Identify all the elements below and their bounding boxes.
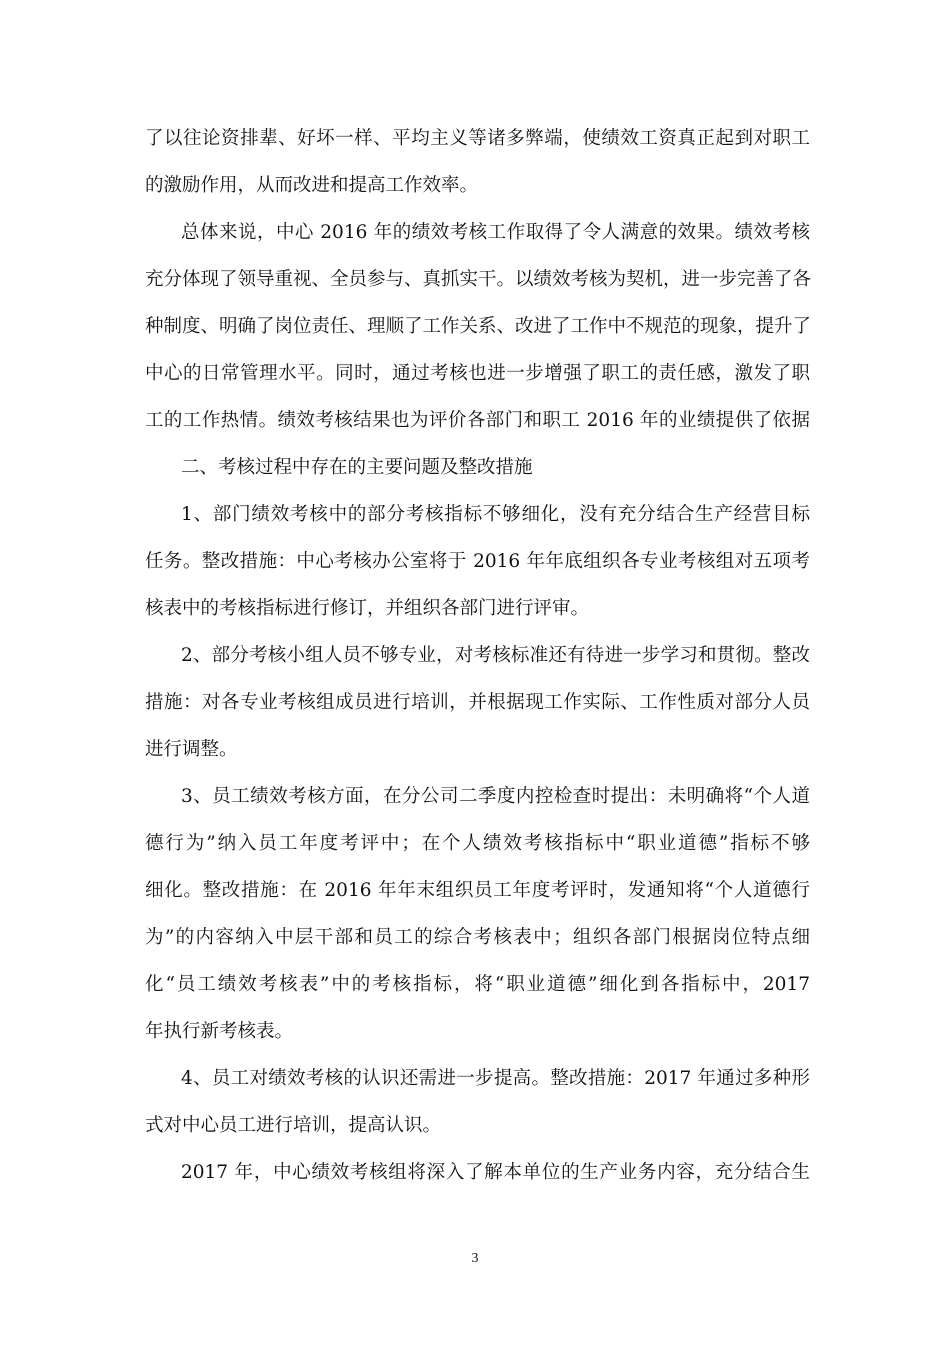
page-number: 3 xyxy=(471,1251,479,1266)
text-line: 3、员工绩效考核方面，在分公司二季度内控检查时提出：未明确将“个人道 xyxy=(181,786,810,807)
text-line: 充分体现了领导重视、全员参与、真抓实干。以绩效考核为契机，进一步完善了各 xyxy=(145,269,812,290)
text-line: 的激励作用，从而改进和提高工作效率。 xyxy=(145,175,479,196)
text-line: 德行为”纳入员工年度考评中；在个人绩效考核指标中“职业道德”指标不够 xyxy=(145,833,810,854)
text-line: 1、部门绩效考核中的部分考核指标不够细化，没有充分结合生产经营目标 xyxy=(181,504,810,525)
text-line: 2、部分考核小组人员不够专业，对考核标准还有待进一步学习和贯彻。整改 xyxy=(181,645,810,666)
text-line: 任务。整改措施：中心考核办公室将于 2016 年年底组织各专业考核组对五项考 xyxy=(145,551,810,572)
text-line: 措施：对各专业考核组成员进行培训，并根据现工作实际、工作性质对部分人员 xyxy=(145,692,810,713)
text-line: 中心的日常管理水平。同时，通过考核也进一步增强了职工的责任感，激发了职 xyxy=(145,363,810,384)
text-line: 总体来说，中心 2016 年的绩效考核工作取得了令人满意的效果。绩效考核 xyxy=(181,222,810,243)
text-line: 细化。整改措施：在 2016 年年末组织员工年度考评时，发通知将“个人道德行 xyxy=(145,880,810,901)
text-line: 为”的内容纳入中层干部和员工的综合考核表中；组织各部门根据岗位特点细 xyxy=(145,927,810,948)
text-line: 式对中心员工进行培训，提高认识。 xyxy=(145,1115,442,1136)
text-line: 工的工作热情。绩效考核结果也为评价各部门和职工 2016 年的业绩提供了依据 xyxy=(145,410,810,431)
text-line: 种制度、明确了岗位责任、理顺了工作关系、改进了工作中不规范的现象，提升了 xyxy=(145,316,812,337)
text-line: 2017 年，中心绩效考核组将深入了解本单位的生产业务内容，充分结合生 xyxy=(181,1162,810,1183)
section-heading: 二、考核过程中存在的主要问题及整改措施 xyxy=(181,457,533,478)
text-line: 了以往论资排辈、好坏一样、平均主义等诸多弊端，使绩效工资真正起到对职工 xyxy=(145,128,810,149)
text-line: 化“员工绩效考核表”中的考核指标，将“职业道德”细化到各指标中，2017 xyxy=(145,974,810,995)
text-line: 进行调整。 xyxy=(145,739,238,760)
text-line: 年执行新考核表。 xyxy=(145,1021,294,1042)
text-line: 4、员工对绩效考核的认识还需进一步提高。整改措施：2017 年通过多种形 xyxy=(181,1068,810,1089)
text-line: 核表中的考核指标进行修订，并组织各部门进行评审。 xyxy=(145,598,590,619)
